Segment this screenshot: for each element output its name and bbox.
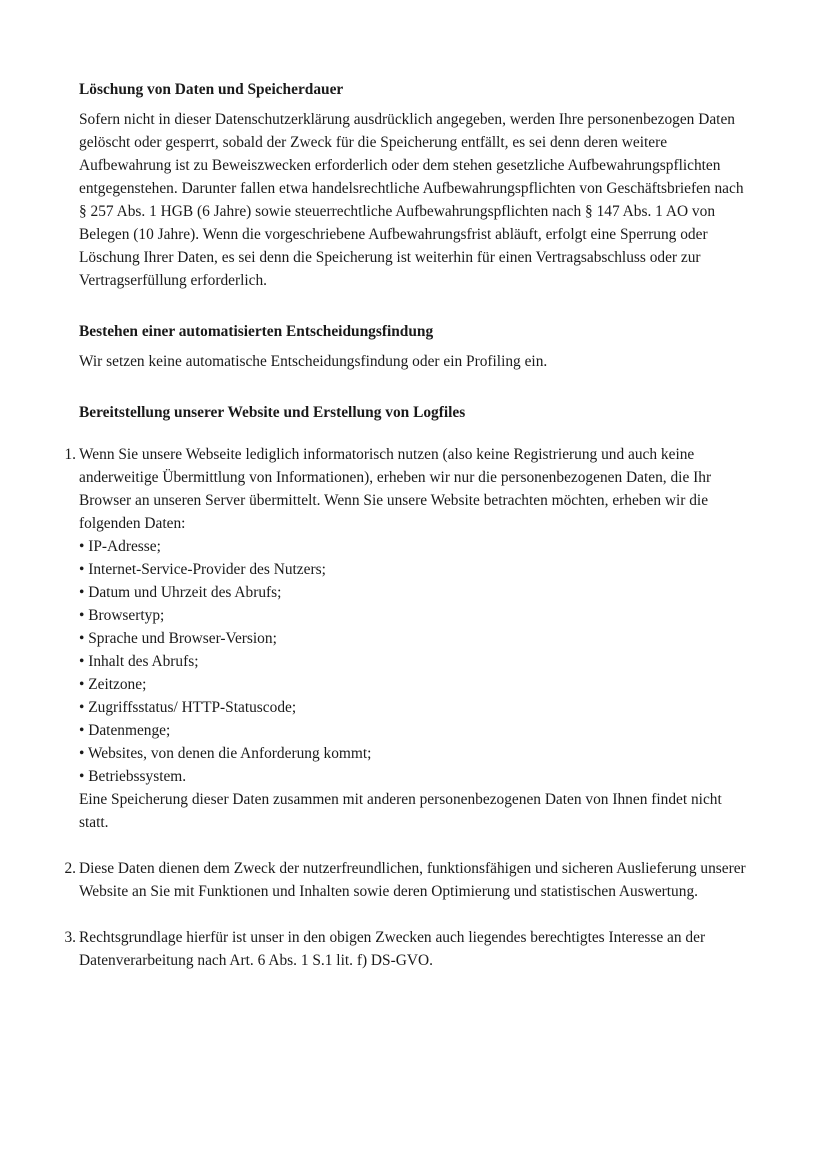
bullet-item: • Browsertyp; [79, 607, 165, 624]
section-automated-decision [79, 320, 754, 373]
bullet-item: • Internet-Service-Provider des Nutzers; [79, 561, 326, 578]
document-page [64, 78, 754, 996]
bullet-item: • Zugriffsstatus/ HTTP-Statuscode; [79, 699, 297, 716]
section-heading: Bestehen einer automatisierten Entscheidungsfindung [79, 323, 434, 340]
section-paragraph: Sofern nicht in dieser Datenschutzerklärung ausdrücklich angegeben, werden Ihre personenbezogen Daten gelöscht oder gesperrt, sobald der Zweck für die Speicherung entfällt, es sei denn deren weitere Aufbewahrung ist zu Beweiszwecken erforderlich oder dem stehen gesetzliche Aufbewahrungspflichten entgegenstehen. Darunter fallen etwa handelsrechtliche Aufbewahrungspflichten von Geschäftsbriefen nach § 257 Abs. 1 HGB (6 Jahre) sowie steuerrechtliche Aufbewahrungspflichten nach § 147 Abs. 1 AO von Belegen (10 Jahre). Wenn die vorgeschriebene Aufbewahrungsfrist abläuft, erfolgt eine Sperrung oder Löschung Ihrer Daten, es sei denn die Speicherung ist weiterhin für einen Vertragsabschluss oder zur Vertragserfüllung erforderlich. [79, 111, 744, 289]
section-data-deletion [79, 78, 754, 292]
list-number: 1. [64, 446, 76, 463]
bullet-item: • Datenmenge; [79, 722, 171, 739]
list-item-intro: Wenn Sie unsere Webseite lediglich informatorisch nutzen (also keine Registrierung und auch keine anderweitige Übermittlung von Informationen), erheben wir nur die personenbezogenen Daten, die Ihr Browser an unseren Server übermittelt. Wenn Sie unsere Website betrachten möchten, erheben wir die folgenden Daten: [79, 446, 712, 532]
bullet-item: • Websites, von denen die Anforderung kommt; [79, 745, 372, 762]
list-item [64, 857, 754, 903]
list-item-intro: Diese Daten dienen dem Zweck der nutzerfreundlichen, funktionsfähigen und sicheren Auslieferung unserer Website an Sie mit Funktionen und Inhalten sowie deren Optimierung und statistischen Auswertung. [79, 860, 746, 900]
bullet-item: • Datum und Uhrzeit des Abrufs; [79, 584, 282, 601]
list-item [64, 926, 754, 972]
bullet-list [79, 535, 754, 788]
list-item-intro: Rechtsgrundlage hierfür ist unser in den obigen Zwecken auch liegendes berechtigtes Interesse an der Datenverarbeitung nach Art. 6 Abs. 1 S.1 lit. f) DS-GVO. [79, 929, 706, 969]
section-website-logfiles [64, 401, 754, 972]
bullet-item: • Zeitzone; [79, 676, 147, 693]
section-heading: Löschung von Daten und Speicherdauer [79, 81, 344, 98]
list-item [64, 443, 754, 834]
bullet-item: • Betriebssystem. [79, 768, 187, 785]
numbered-list [64, 443, 754, 972]
list-item-outro: Eine Speicherung dieser Daten zusammen mit anderen personenbezogenen Daten von Ihnen findet nicht statt. [79, 791, 722, 831]
list-number: 2. [64, 860, 76, 877]
bullet-item: • Sprache und Browser-Version; [79, 630, 277, 647]
bullet-item: • Inhalt des Abrufs; [79, 653, 199, 670]
bullet-item: • IP-Adresse; [79, 538, 161, 555]
list-number: 3. [64, 929, 76, 946]
section-heading: Bereitstellung unserer Website und Erstellung von Logfiles [79, 404, 466, 421]
section-paragraph: Wir setzen keine automatische Entscheidungsfindung oder ein Profiling ein. [79, 353, 548, 370]
